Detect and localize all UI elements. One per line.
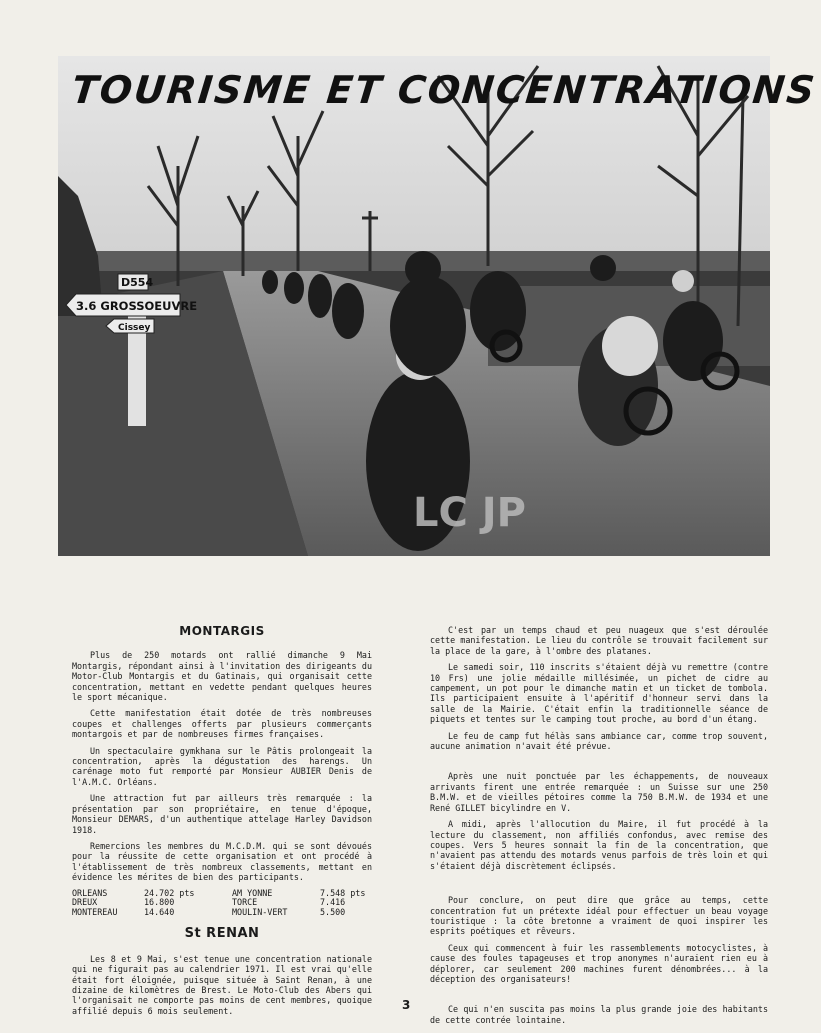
club-name: DREUX [72, 897, 98, 908]
classification-results [72, 889, 372, 918]
montargis-paragraph: Une attraction fut par ailleurs très remarquée : la présentation par son propriétaire, en tenue d'époque, Monsieur DEMARS, d'un authentique attelage Harley Davidson 1918. [72, 793, 372, 835]
section-title-montargis: MONTARGIS [179, 624, 265, 638]
club-points: 7.548 pts [320, 887, 366, 898]
club-name: AM YONNE [232, 887, 273, 898]
page-number: 3 [402, 998, 411, 1012]
club-points: 5.500 [320, 906, 346, 917]
club-name: MOULIN-VERT [232, 906, 288, 917]
table-row [72, 908, 232, 918]
montargis-paragraph: Plus de 250 motards ont rallié dimanche 9 Mai Montargis, répondant ainsi à l'invitation des dirigeants du Motor-Club Montargis et du Gatinais, qui organisait cette concentration, mettant en vedette pendant quelques heures le sport mécanique. [72, 650, 372, 703]
road-sign-secondary: Cissey [118, 323, 151, 333]
club-points: 7.416 [320, 897, 346, 908]
montargis-paragraph: Remercions les membres du M.C.D.M. qui se sont dévoués pour la réussite de cette organisation et ont procédé à l'établissement de très nombreux classements, mettant en évidence les mérites de bien des participants. [72, 840, 372, 883]
article-paragraph: Le feu de camp fut hélàs sans ambiance car, comme trop souvent, aucune animation n'avait été prévue. [430, 730, 768, 752]
watermark-stamp: LC JP [413, 490, 526, 536]
club-name: TORCE [232, 897, 258, 908]
paragraph-gap [430, 757, 768, 771]
montargis-paragraph: Cette manifestation était dotée de très nombreuses coupes et challenges offerts par plusieurs commerçants montargois et par de nombreuses firmes françaises. [72, 708, 372, 740]
page-headline: TOURISME ET CONCENTRATIONS [69, 68, 819, 112]
road-sign-number: D554 [121, 276, 154, 289]
st-renan-paragraph: Les 8 et 9 Mai, s'est tenue une concentration nationale qui ne figurait pas au calendrier 1971. Il est vrai qu'elle était fort éloignée, puisque située à Saint Renan, à une dizaine de kilomètres de Brest. Le Moto-Club des Abers qui l'organisait ne comporte pas moins de cent membres, quoique affilié depuis 6 mois seulement. [72, 953, 372, 1016]
paragraph-gap [430, 877, 768, 895]
article-paragraph: C'est par un temps chaud et peu nuageux que s'est déroulée cette manifestation. Le lieu du contrôle se trouvait facilement sur la place de la gare, à l'ombre des platanes. [430, 625, 768, 656]
motorcycle-parade-photo [58, 56, 819, 556]
road-sign-destination: 3.6 GROSSOEUVRE [76, 299, 198, 313]
club-points: 16.800 [144, 897, 175, 908]
results-table-left [72, 889, 232, 918]
club-points: 14.640 [144, 906, 175, 917]
club-name: ORLEANS [72, 887, 108, 898]
article-paragraph: Le samedi soir, 110 inscrits s'étaient déjà vu remettre (contre 10 Frs) une jolie médaille millésimée, un pichet de cidre au campement, un pot pour le dimanche matin et un ticket de tombola. Ils participaient ensuite à l'apéritif d'honneur servi dans la salle de la Mairie. C'était enfin la traditionnelle séance de piquets et tentes sur le camping tout proche, au bord d'un étang. [430, 662, 768, 725]
table-row [232, 908, 365, 918]
article-paragraph: A midi, après l'allocution du Maire, il fut procédé à la lecture du classement, non affiliés confondus, avec remise des coupes. Vers 5 heures sonnait la fin de la concentration, que n'avaient pas attendu des motards venus parfois de très loin et qui s'étaient déjà discrètement éclipsés. [430, 819, 768, 871]
left-column [72, 626, 372, 1022]
photo-illustration [58, 56, 819, 556]
article-paragraph: Ceux qui commencent à fuir les rassemblements motocyclistes, à cause des foules tapageuses et trop anonymes n'auraient rien eu à déplorer, car seulement 200 machines furent dénombrées... à la déception des organisateurs! [430, 942, 768, 984]
club-name: MONTEREAU [72, 906, 118, 917]
section-title-st-renan: St RENAN [184, 926, 260, 942]
results-table-right [232, 889, 365, 918]
club-points: 24.702 pts [144, 887, 195, 898]
right-column [430, 625, 768, 1031]
article-paragraph: Pour conclure, on peut dire que grâce au temps, cette concentration fut un prétexte idéal pour effectuer un beau voyage touristique : la côte bretonne a vraiment de quoi inspirer les esprits poétiques et rêveurs. [430, 895, 768, 937]
montargis-paragraph: Un spectaculaire gymkhana sur le Pâtis prolongeait la concentration, après la dégustation des harengs. Un carénage moto fut remporté par Monsieur AUBIER Denis de l'A.M.C. Orléans. [72, 745, 372, 787]
article-paragraph: Après une nuit ponctuée par les échappements, de nouveaux arrivants firent une entrée remarquée : un Suisse sur une 250 B.M.W. et de vieilles pétoires comme la 750 B.M.W. de 1934 et une René GILLET bicylindre en V. [430, 771, 768, 813]
article-paragraph: Ce qui n'en suscita pas moins la plus grande joie des habitants de cette contrée lointaine. [430, 1004, 768, 1025]
paragraph-gap [430, 990, 768, 1004]
